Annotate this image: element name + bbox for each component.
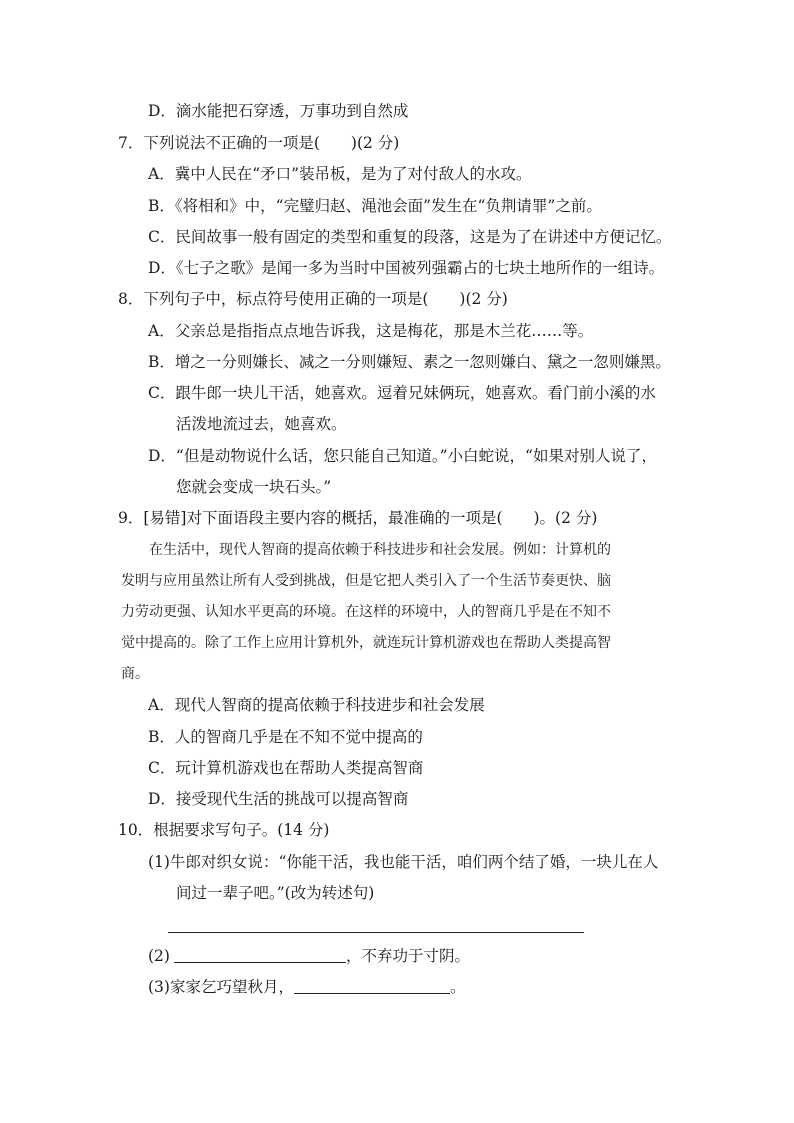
- q10-sub3-suffix: 。: [449, 978, 466, 996]
- q10-sub2: [148, 946, 470, 966]
- q9-passage-line5: 商。: [121, 666, 149, 682]
- q7-option-b: B．《将相和》中，“完璧归赵、渑池会面”发生在“负荆请罪”之前。: [148, 197, 602, 215]
- q8-option-b: B．增之一分则嫌长、减之一分则嫌短、素之一忽则嫌白、黛之一忽则嫌黑。: [148, 353, 671, 371]
- q9-passage-line1: 在生活中，现代人智商的提高依赖于科技进步和社会发展。例如：计算机的: [121, 542, 611, 558]
- q7-option-a: A．冀中人民在“矛口”装吊板，是为了对付敌人的水攻。: [148, 165, 532, 183]
- q10-sub2-suffix: ，不弃功于寸阴。: [345, 947, 470, 965]
- q8-option-a: A．父亲总是指指点点地告诉我，这是梅花，那是木兰花……等。: [148, 322, 594, 340]
- q10-stem: 10．根据要求写句子。(14 分): [118, 821, 330, 839]
- q7-option-c: C．民间故事一般有固定的类型和重复的段落，这是为了在讲述中方便记忆。: [148, 228, 672, 246]
- q9-passage-line3: 力劳动更强、认知水平更高的环境。在这样的环境中，人的智商几乎是在不知不: [121, 604, 611, 620]
- q10-sub2-prefix: (2): [148, 947, 170, 965]
- q9-passage-line4: 觉中提高的。除了工作上应用计算机外，就连玩计算机游戏也在帮助人类提高智: [121, 635, 611, 651]
- q7-stem: 7．下列说法不正确的一项是( )(2 分): [118, 134, 400, 152]
- q10-sub1-line2: 间过一辈子吧。”(改为转述句): [176, 884, 375, 902]
- q10-sub3-blank[interactable]: [294, 977, 450, 994]
- q9-option-a: A．现代人智商的提高依赖于科技进步和社会发展: [148, 696, 485, 714]
- q8-option-c-line2: 活泼地流过去，她喜欢。: [176, 415, 347, 433]
- q8-option-c-line1: C．跟牛郎一块儿干活，她喜欢。逗着兄妹俩玩，她喜欢。看门前小溪的水: [148, 384, 656, 402]
- q9-option-c: C．玩计算机游戏也在帮助人类提高智商: [148, 759, 424, 777]
- q6-option-d: D．滴水能把石穿透，万事功到自然成: [148, 102, 409, 120]
- q9-passage-line2: 发明与应用虽然让所有人受到挑战，但是它把人类引入了一个生活节奏更快、脑: [121, 573, 611, 589]
- q10-sub3-prefix: (3)家家乞巧望秋月，: [148, 978, 294, 996]
- q10-sub1-answer-line[interactable]: [168, 932, 584, 933]
- q8-option-d-line1: D．“但是动物说什么话，您只能自己知道。”小白蛇说，“如果对别人说了，: [148, 447, 657, 465]
- q9-stem: 9．[易错]对下面语段主要内容的概括，最准确的一项是( )。(2 分): [118, 509, 598, 527]
- q10-sub2-blank[interactable]: [174, 946, 346, 963]
- q8-option-d-line2: 您就会变成一块石头。”: [176, 478, 332, 496]
- q7-option-d: D．《七子之歌》是闻一多为当时中国被列强霸占的七块土地所作的一组诗。: [148, 259, 665, 277]
- q9-option-d: D．接受现代生活的挑战可以提高智商: [148, 790, 409, 808]
- q9-option-b: B．人的智商几乎是在不知不觉中提高的: [148, 728, 423, 746]
- q10-sub3: [148, 977, 465, 997]
- q8-stem: 8．下列句子中，标点符号使用正确的一项是( )(2 分): [118, 290, 508, 308]
- q10-sub1-line1: (1)牛郎对织女说：“你能干活，我也能干活，咱们两个结了婚，一块儿在人: [148, 853, 659, 871]
